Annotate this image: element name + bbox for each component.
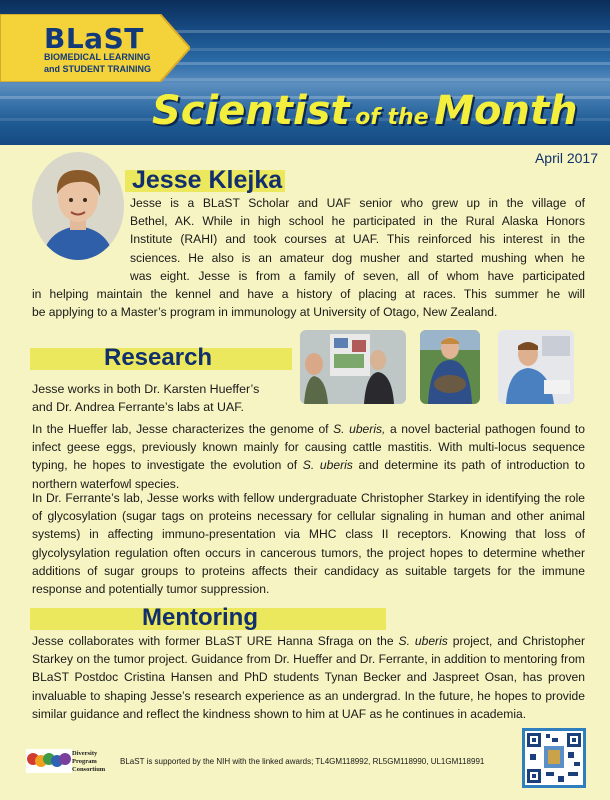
bio-line: was eight. Jesse is from a family of seven, all of whom have participated	[130, 268, 585, 283]
mentoring-heading: Mentoring	[142, 604, 258, 631]
text-run: project, and Christopher Starkey on the tumor project. Guidance from Dr. Hueffer and Dr. Ferrante, in addition to mentoring from BLaST Postdoc Cristina Hansen and PhD students Tynan Becker and Jaspreet Osan, has proven invaluable to shaping Jesse’s research experience as an undergrad. In the future, he hopes to provide similar guidance and reflect the kindness shown to him at UAF as he continues in academia.	[32, 634, 585, 721]
research-heading: Research	[104, 344, 213, 371]
scholar-bio-continued	[32, 285, 585, 321]
dpc-text: Consortium	[72, 766, 106, 773]
lab-bench-photo	[498, 330, 574, 404]
logo-subtitle-line1: BIOMEDICAL LEARNING	[44, 52, 151, 62]
research-hueffer-paragraph	[32, 420, 585, 493]
bio-line: in helping maintain the kennel and have a history of placing at races. This summer he will	[32, 287, 585, 301]
title-scientist: Scientist	[152, 88, 350, 134]
text-run: Jesse collaborates with former BLaST URE Hanna Sfraga on the	[32, 634, 399, 648]
mentoring-paragraph	[32, 632, 585, 723]
research-intro	[32, 380, 294, 416]
text-run: In the Hueffer lab, Jesse characterizes the genome of	[32, 422, 334, 436]
bio-line: Bethel, AK. While in high school he participated in the Rural Alaska Honors	[130, 214, 585, 229]
text-run: and determine its path of introduction to northern waterfowl species.	[32, 458, 585, 491]
scholar-portrait	[32, 152, 124, 260]
issue-date: April 2017	[534, 150, 598, 166]
qr-code[interactable]	[522, 728, 586, 788]
title-of-the: of the	[355, 105, 429, 130]
funding-statement: BLaST is supported by the NIH with the linked awards; TL4GM118992, RL5GM118990, UL1GM118991	[120, 757, 485, 766]
bio-line: Institute (RAHI) and took courses at UAF. This reinforced his interest in the	[130, 232, 585, 247]
title-month: Month	[434, 88, 578, 134]
species-name: S. uberis	[398, 634, 448, 648]
header-banner	[0, 0, 610, 145]
research-intro-line: and Dr. Andrea Ferrante’s labs at UAF.	[32, 400, 244, 415]
lab-poster-photo	[300, 330, 406, 404]
logo-title: BLaST	[44, 22, 144, 55]
scholar-name: Jesse Klejka	[132, 166, 283, 194]
dpc-text: Program	[72, 758, 97, 765]
scholar-bio	[130, 194, 585, 285]
bio-line: be applying to a Master’s program in immunology at University of Otago, New Zealand.	[32, 305, 498, 320]
logo-subtitle-line2: and STUDENT TRAINING	[44, 64, 151, 74]
species-name: S. uberis	[302, 458, 353, 473]
text-run: a novel bacterial pathogen found to infect geese eggs, previously known mainly for causing cattle mastitis. With multi-locus sequence typing, he hopes to investigate the evolution of	[32, 422, 585, 473]
bio-line: Jesse is a BLaST Scholar and UAF senior who grew up in the village of	[130, 196, 585, 210]
dpc-logo	[26, 749, 110, 773]
dpc-text: Diversity	[72, 750, 98, 757]
research-ferrante-paragraph: In Dr. Ferrante’s lab, Jesse works with fellow undergraduate Christopher Starkey in identifying the role of glycosylation (sugar tags on proteins necessary for cellular signaling in human and other animal systems) in affecting immuno-presentation via MHC class II receptors. Knowing that loss of glycolysylation regulation often occurs in cancerous tumors, the project hopes to determine whether additions of sugar groups to proteins affects their candidacy as suitable targets for the immune response and potentially tumor suppression.	[32, 491, 585, 597]
bio-line: sciences. He also is an amateur dog musher and started mushing when he	[130, 250, 585, 265]
research-intro-line: Jesse works in both Dr. Karsten Hueffer’s	[32, 382, 260, 396]
page-title	[152, 88, 578, 134]
fieldwork-goose-photo	[420, 330, 480, 404]
species-name: S. uberis,	[333, 422, 386, 436]
